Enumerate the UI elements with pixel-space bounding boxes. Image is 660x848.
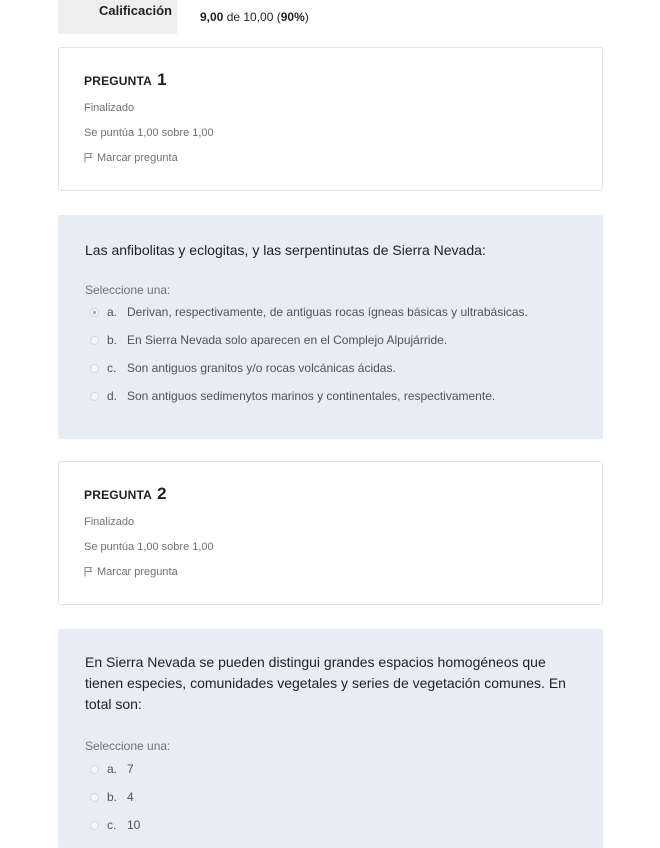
grade-label: Calificación xyxy=(58,0,177,34)
radio-icon[interactable] xyxy=(90,392,99,401)
question-number-value: 1 xyxy=(157,70,167,89)
radio-icon[interactable] xyxy=(90,308,99,317)
answer-option[interactable] xyxy=(90,389,495,403)
question-info-1 xyxy=(58,47,603,191)
grade-close: ) xyxy=(304,10,309,24)
question-label: PREGUNTA xyxy=(84,488,152,502)
flag-label: Marcar pregunta xyxy=(97,152,178,164)
answer-text: Derivan, respectivamente, de antiguas rocas ígneas básicas y ultrabásicas. xyxy=(127,305,528,319)
flag-label: Marcar pregunta xyxy=(97,566,178,578)
answer-text: 7 xyxy=(127,762,134,776)
flag-question-link[interactable] xyxy=(84,566,178,580)
answer-option[interactable] xyxy=(90,305,528,319)
answer-option[interactable] xyxy=(90,818,140,832)
question-grade: Se puntúa 1,00 sobre 1,00 xyxy=(84,541,214,553)
answer-option[interactable] xyxy=(90,361,396,375)
question-number xyxy=(84,70,167,90)
answer-prompt: Seleccione una: xyxy=(85,739,171,753)
question-content-2 xyxy=(58,629,603,848)
question-state: Finalizado xyxy=(84,102,135,114)
radio-icon[interactable] xyxy=(90,765,99,774)
question-number-value: 2 xyxy=(157,484,167,503)
grade-score: 9,00 xyxy=(200,10,224,24)
radio-icon[interactable] xyxy=(90,793,99,802)
question-label: PREGUNTA xyxy=(84,74,152,88)
answer-text: En Sierra Nevada solo aparecen en el Complejo Alpujárride. xyxy=(127,333,448,347)
flag-icon xyxy=(84,152,94,166)
answer-text: 4 xyxy=(127,790,134,804)
question-state: Finalizado xyxy=(84,516,135,528)
answer-letter: b. xyxy=(107,333,118,347)
answer-letter: a. xyxy=(107,305,118,319)
grade-summary xyxy=(58,0,603,34)
grade-value xyxy=(200,10,309,24)
answer-letter: a. xyxy=(107,762,118,776)
question-content-1 xyxy=(58,215,603,439)
radio-icon[interactable] xyxy=(90,336,99,345)
answer-letter: c. xyxy=(107,361,117,375)
answer-letter: d. xyxy=(107,389,118,403)
answer-letter: c. xyxy=(107,818,117,832)
grade-percent: 90% xyxy=(280,10,305,24)
answer-option[interactable] xyxy=(90,762,134,776)
answer-text: Son antiguos granitos y/o rocas volcánicas ácidas. xyxy=(127,361,396,375)
question-text: Las anfibolitas y eclogitas, y las serpentinutas de Sierra Nevada: xyxy=(85,242,486,258)
answer-text: 10 xyxy=(127,818,141,832)
grade-of: de 10,00 ( xyxy=(223,10,281,24)
radio-icon[interactable] xyxy=(90,364,99,373)
flag-icon xyxy=(84,566,94,580)
flag-question-link[interactable] xyxy=(84,152,178,166)
question-info-2 xyxy=(58,461,603,605)
answer-option[interactable] xyxy=(90,333,447,347)
question-text: En Sierra Nevada se pueden distingui grandes espacios homogéneos que tienen especies, comunidades vegetales y series de vegetación comunes. En total son: xyxy=(85,654,566,712)
question-grade: Se puntúa 1,00 sobre 1,00 xyxy=(84,127,214,139)
answer-prompt: Seleccione una: xyxy=(85,283,171,297)
radio-icon[interactable] xyxy=(90,821,99,830)
answer-option[interactable] xyxy=(90,790,134,804)
question-number xyxy=(84,484,167,504)
answer-letter: b. xyxy=(107,790,118,804)
answer-text: Son antiguos sedimenytos marinos y continentales, respectivamente. xyxy=(127,389,496,403)
